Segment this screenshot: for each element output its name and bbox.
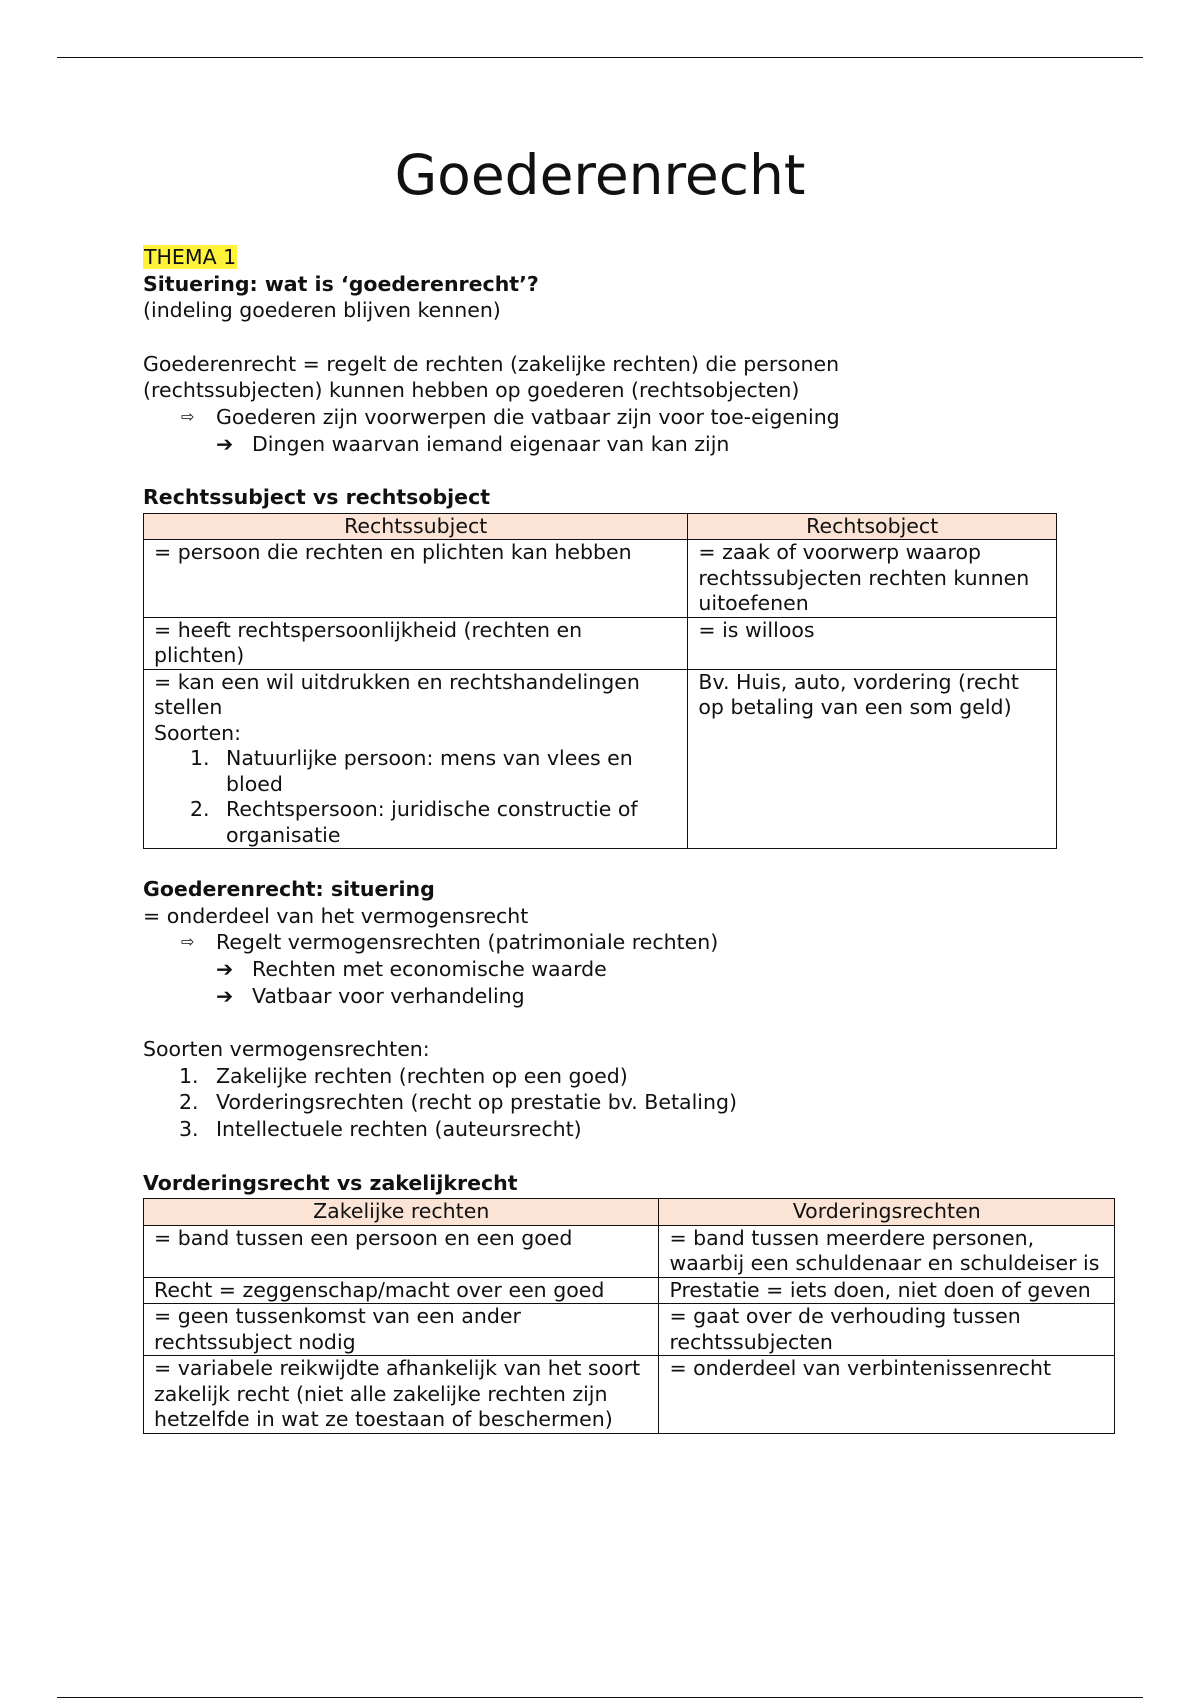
table-cell: = geen tussenkomst van een ander rechtssubject nodig (144, 1304, 659, 1356)
section-heading-vorderingsrecht: Vorderingsrecht vs zakelijkrecht (143, 1170, 518, 1195)
list-item: 3. Intellectuele rechten (auteursrecht) (179, 1117, 582, 1141)
section-note: (indeling goederen blijven kennen) (143, 298, 501, 323)
table-cell: = band tussen meerdere personen, waarbij een schuldenaar en schuldeiser is (659, 1225, 1115, 1277)
sub-arrow-point (143, 983, 1143, 1010)
definition-line-1: Goederenrecht = regelt de rechten (zakelijke rechten) die personen (143, 351, 840, 376)
table-row (144, 540, 1057, 618)
section-heading-rechtssubject: Rechtssubject vs rechtsobject (143, 485, 491, 510)
cell-sort-label: Soorten: (154, 720, 242, 745)
table-header-row (144, 513, 1057, 540)
table-row (144, 1225, 1115, 1277)
document-body (143, 244, 1143, 1434)
arrow-point (143, 404, 1143, 431)
thema-highlight: THEMA 1 (144, 245, 237, 269)
sub-arrow-point-text: Vatbaar voor verhandeling (252, 983, 525, 1008)
arrow-point-text: Regelt vermogensrechten (patrimoniale rechten) (216, 930, 719, 955)
sub-arrow-point (143, 431, 1143, 458)
table-cell: = band tussen een persoon en een goed (144, 1225, 659, 1277)
bold-right-arrow-icon: ➔ (216, 431, 234, 456)
table-cell (144, 669, 688, 849)
table-row (144, 1277, 1115, 1304)
list-item: 1. Natuurlijke persoon: mens van vlees en bloed (190, 746, 633, 796)
table-header-cell: Rechtsobject (688, 513, 1057, 540)
page-title: Goederenrecht (394, 143, 806, 207)
section-heading-goederenrecht-situering: Goederenrecht: situering (143, 877, 435, 902)
section-definition: = onderdeel van het vermogensrecht (143, 903, 529, 928)
list-item: 1. Zakelijke rechten (rechten op een goed) (179, 1063, 628, 1088)
hollow-right-arrow-icon: ⇨ (181, 932, 195, 952)
list-item: 2. Vorderingsrechten (recht op prestatie bv. Betaling) (179, 1090, 737, 1115)
vorderingsrecht-table (143, 1198, 1115, 1434)
table-cell: = onderdeel van verbintenissenrecht (659, 1356, 1115, 1434)
table-row (144, 617, 1057, 669)
bold-right-arrow-icon: ➔ (216, 957, 234, 982)
sub-arrow-point-text: Rechten met economische waarde (252, 957, 607, 982)
sort-list (154, 746, 677, 848)
table-cell: Bv. Huis, auto, vordering (recht op betaling van een som geld) (688, 669, 1057, 849)
arrow-point (143, 929, 1143, 956)
table-cell: = variabele reikwijdte afhankelijk van het soort zakelijk recht (niet alle zakelijke rechten zijn hetzelfde in wat ze toestaan of beschermen) (144, 1356, 659, 1434)
definition-line-2: (rechtssubjecten) kunnen hebben op goederen (rechtsobjecten) (143, 378, 800, 403)
section-heading-situering: Situering: wat is ‘goederenrecht’? (143, 271, 539, 296)
hollow-right-arrow-icon: ⇨ (181, 406, 195, 426)
thema-label (143, 244, 1143, 271)
table-cell: = is willoos (688, 617, 1057, 669)
table-header-cell: Rechtssubject (144, 513, 688, 540)
list-item: 2. Rechtspersoon: juridische constructie of organisatie (190, 797, 638, 847)
table-header-cell: Vorderingsrechten (659, 1199, 1115, 1226)
table-cell: Recht = zeggenschap/macht over een goed (144, 1277, 659, 1304)
table-row (144, 1356, 1115, 1434)
table-cell: Prestatie = iets doen, niet doen of geven (659, 1277, 1115, 1304)
table-row (144, 669, 1057, 849)
sub-arrow-point (143, 956, 1143, 983)
top-rule (57, 57, 1143, 58)
sorts-list (143, 1063, 1143, 1143)
rechtssubject-table (143, 513, 1057, 850)
table-cell: = gaat over de verhouding tussen rechtssubjecten (659, 1304, 1115, 1356)
cell-intro: = kan een wil uitdrukken en rechtshandelingen stellen (154, 669, 640, 720)
arrow-point-text: Goederen zijn voorwerpen die vatbaar zijn voor toe-eigening (216, 404, 840, 429)
table-row (144, 1304, 1115, 1356)
table-cell: = heeft rechtspersoonlijkheid (rechten en plichten) (144, 617, 688, 669)
table-cell: = persoon die rechten en plichten kan hebben (144, 540, 688, 618)
table-header-row (144, 1199, 1115, 1226)
sorts-title: Soorten vermogensrechten: (143, 1037, 430, 1062)
bottom-rule (57, 1697, 1143, 1698)
sub-arrow-point-text: Dingen waarvan iemand eigenaar van kan zijn (252, 431, 730, 456)
table-header-cell: Zakelijke rechten (144, 1199, 659, 1226)
table-cell: = zaak of voorwerp waarop rechtssubjecten rechten kunnen uitoefenen (688, 540, 1057, 618)
bold-right-arrow-icon: ➔ (216, 983, 234, 1008)
